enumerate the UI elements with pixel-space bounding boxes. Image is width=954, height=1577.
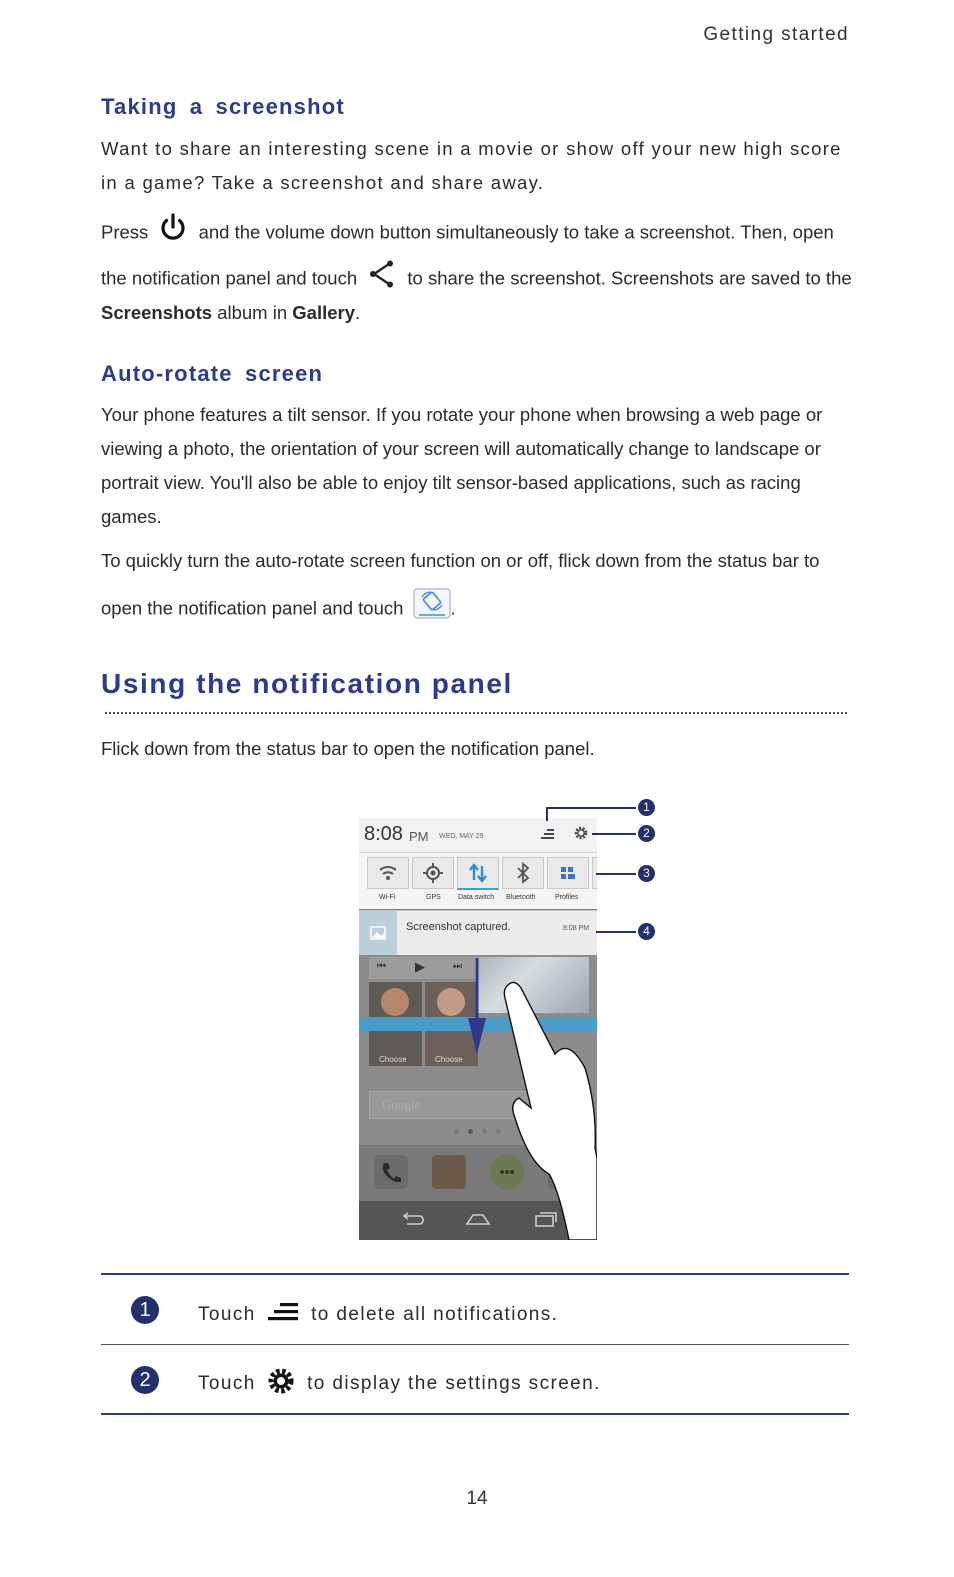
press-text: Press [101, 221, 149, 243]
clock-ampm: PM [409, 829, 429, 844]
notification-time: 8:08 PM [563, 925, 590, 932]
callout-line-2 [592, 833, 636, 835]
touch-label: Touch [198, 1304, 256, 1326]
share-text-2: to share the screenshot. Screenshots are saved to the [407, 267, 852, 289]
table-row-2-number: 2 [131, 1366, 159, 1394]
table-top-rule [101, 1273, 849, 1275]
notification-panel-heading: Using the notification panel [101, 668, 513, 699]
album-end-text: . [355, 302, 361, 323]
callout-line-4 [596, 931, 636, 933]
running-header: Getting started [703, 24, 849, 45]
touch-label: Touch [198, 1373, 256, 1395]
phone-screenshot-figure [359, 818, 597, 1240]
open-panel-text: open the notification panel and touch [101, 597, 404, 619]
choose-label: Choose [379, 1055, 407, 1064]
page-number: 14 [466, 1488, 488, 1509]
auto-rotate-instructions-1: To quickly turn the auto-rotate screen function on or off, flick down from the status bar to [101, 550, 820, 571]
table-bottom-rule [101, 1413, 849, 1415]
press-text-2: and the volume down button simultaneously to take a screenshot. Then, open [198, 221, 834, 243]
callout-line-1 [546, 807, 636, 809]
play-icon[interactable]: ▶ [415, 959, 425, 974]
clear-notifications-icon [266, 1300, 300, 1330]
toggle-label-profiles: Profiles [555, 894, 579, 901]
screenshot-share-line [101, 258, 861, 301]
share-icon [366, 258, 398, 301]
power-icon [157, 212, 189, 255]
auto-rotate-icon [413, 588, 451, 631]
swipe-gesture-illustration [359, 818, 597, 1240]
album-in-text: album in [217, 302, 288, 323]
clock-time: 8:08 [364, 823, 403, 845]
table-row-1-number: 1 [131, 1296, 159, 1324]
notification-title: Screenshot captured. [406, 921, 511, 933]
screenshot-intro: Want to share an interesting scene in a movie or show off your new high score in a game? Take a screenshot and share away. [101, 138, 842, 193]
callout-3: 3 [638, 865, 655, 882]
auto-rotate-instructions-2 [101, 588, 861, 631]
screenshot-heading: Taking a screenshot [101, 94, 345, 119]
period-text: . [450, 597, 456, 619]
notification-intro: Flick down from the status bar to open the notification panel. [101, 738, 595, 759]
previous-track-icon[interactable]: ⏮ [377, 961, 386, 972]
table-row-1-text: to delete all notifications. [311, 1304, 559, 1326]
date-label: WED, MAY 29 [439, 833, 484, 840]
callout-2: 2 [638, 825, 655, 842]
callout-1: 1 [638, 799, 655, 816]
choose-label: Choose [435, 1055, 463, 1064]
search-hint: Google [382, 1097, 421, 1112]
gear-icon [266, 1366, 296, 1402]
table-divider [101, 1344, 849, 1345]
screenshot-press-line [101, 212, 861, 255]
toggle-label-gps: GPS [426, 894, 441, 901]
auto-rotate-heading: Auto-rotate screen [101, 361, 324, 386]
table-row-1 [198, 1300, 558, 1330]
callout-line-3 [596, 873, 636, 875]
screenshots-album-name: Screenshots [101, 302, 213, 323]
gallery-app-name: Gallery [292, 302, 356, 323]
screenshot-album-line [101, 296, 861, 330]
table-row-2-text: to display the settings screen. [307, 1373, 601, 1395]
callout-line-1-drop [546, 807, 548, 821]
auto-rotate-para: Your phone features a tilt sensor. If you rotate your phone when browsing a web page or viewing a photo, the orientation of your screen will automatically change to landscape or portrait view. You'll also be able to enjoy tilt sensor-based applications, such as racing games. [101, 404, 823, 527]
heading-rule [105, 712, 847, 714]
toggle-label-bluetooth: Bluetooth [506, 894, 536, 901]
callout-4: 4 [638, 923, 655, 940]
table-row-2 [198, 1366, 601, 1402]
toggle-label-wifi: Wi-Fi [379, 894, 396, 901]
toggle-label-data: Data switch [458, 894, 495, 901]
next-track-icon[interactable]: ⏭ [453, 961, 462, 972]
share-text: the notification panel and touch [101, 267, 358, 289]
